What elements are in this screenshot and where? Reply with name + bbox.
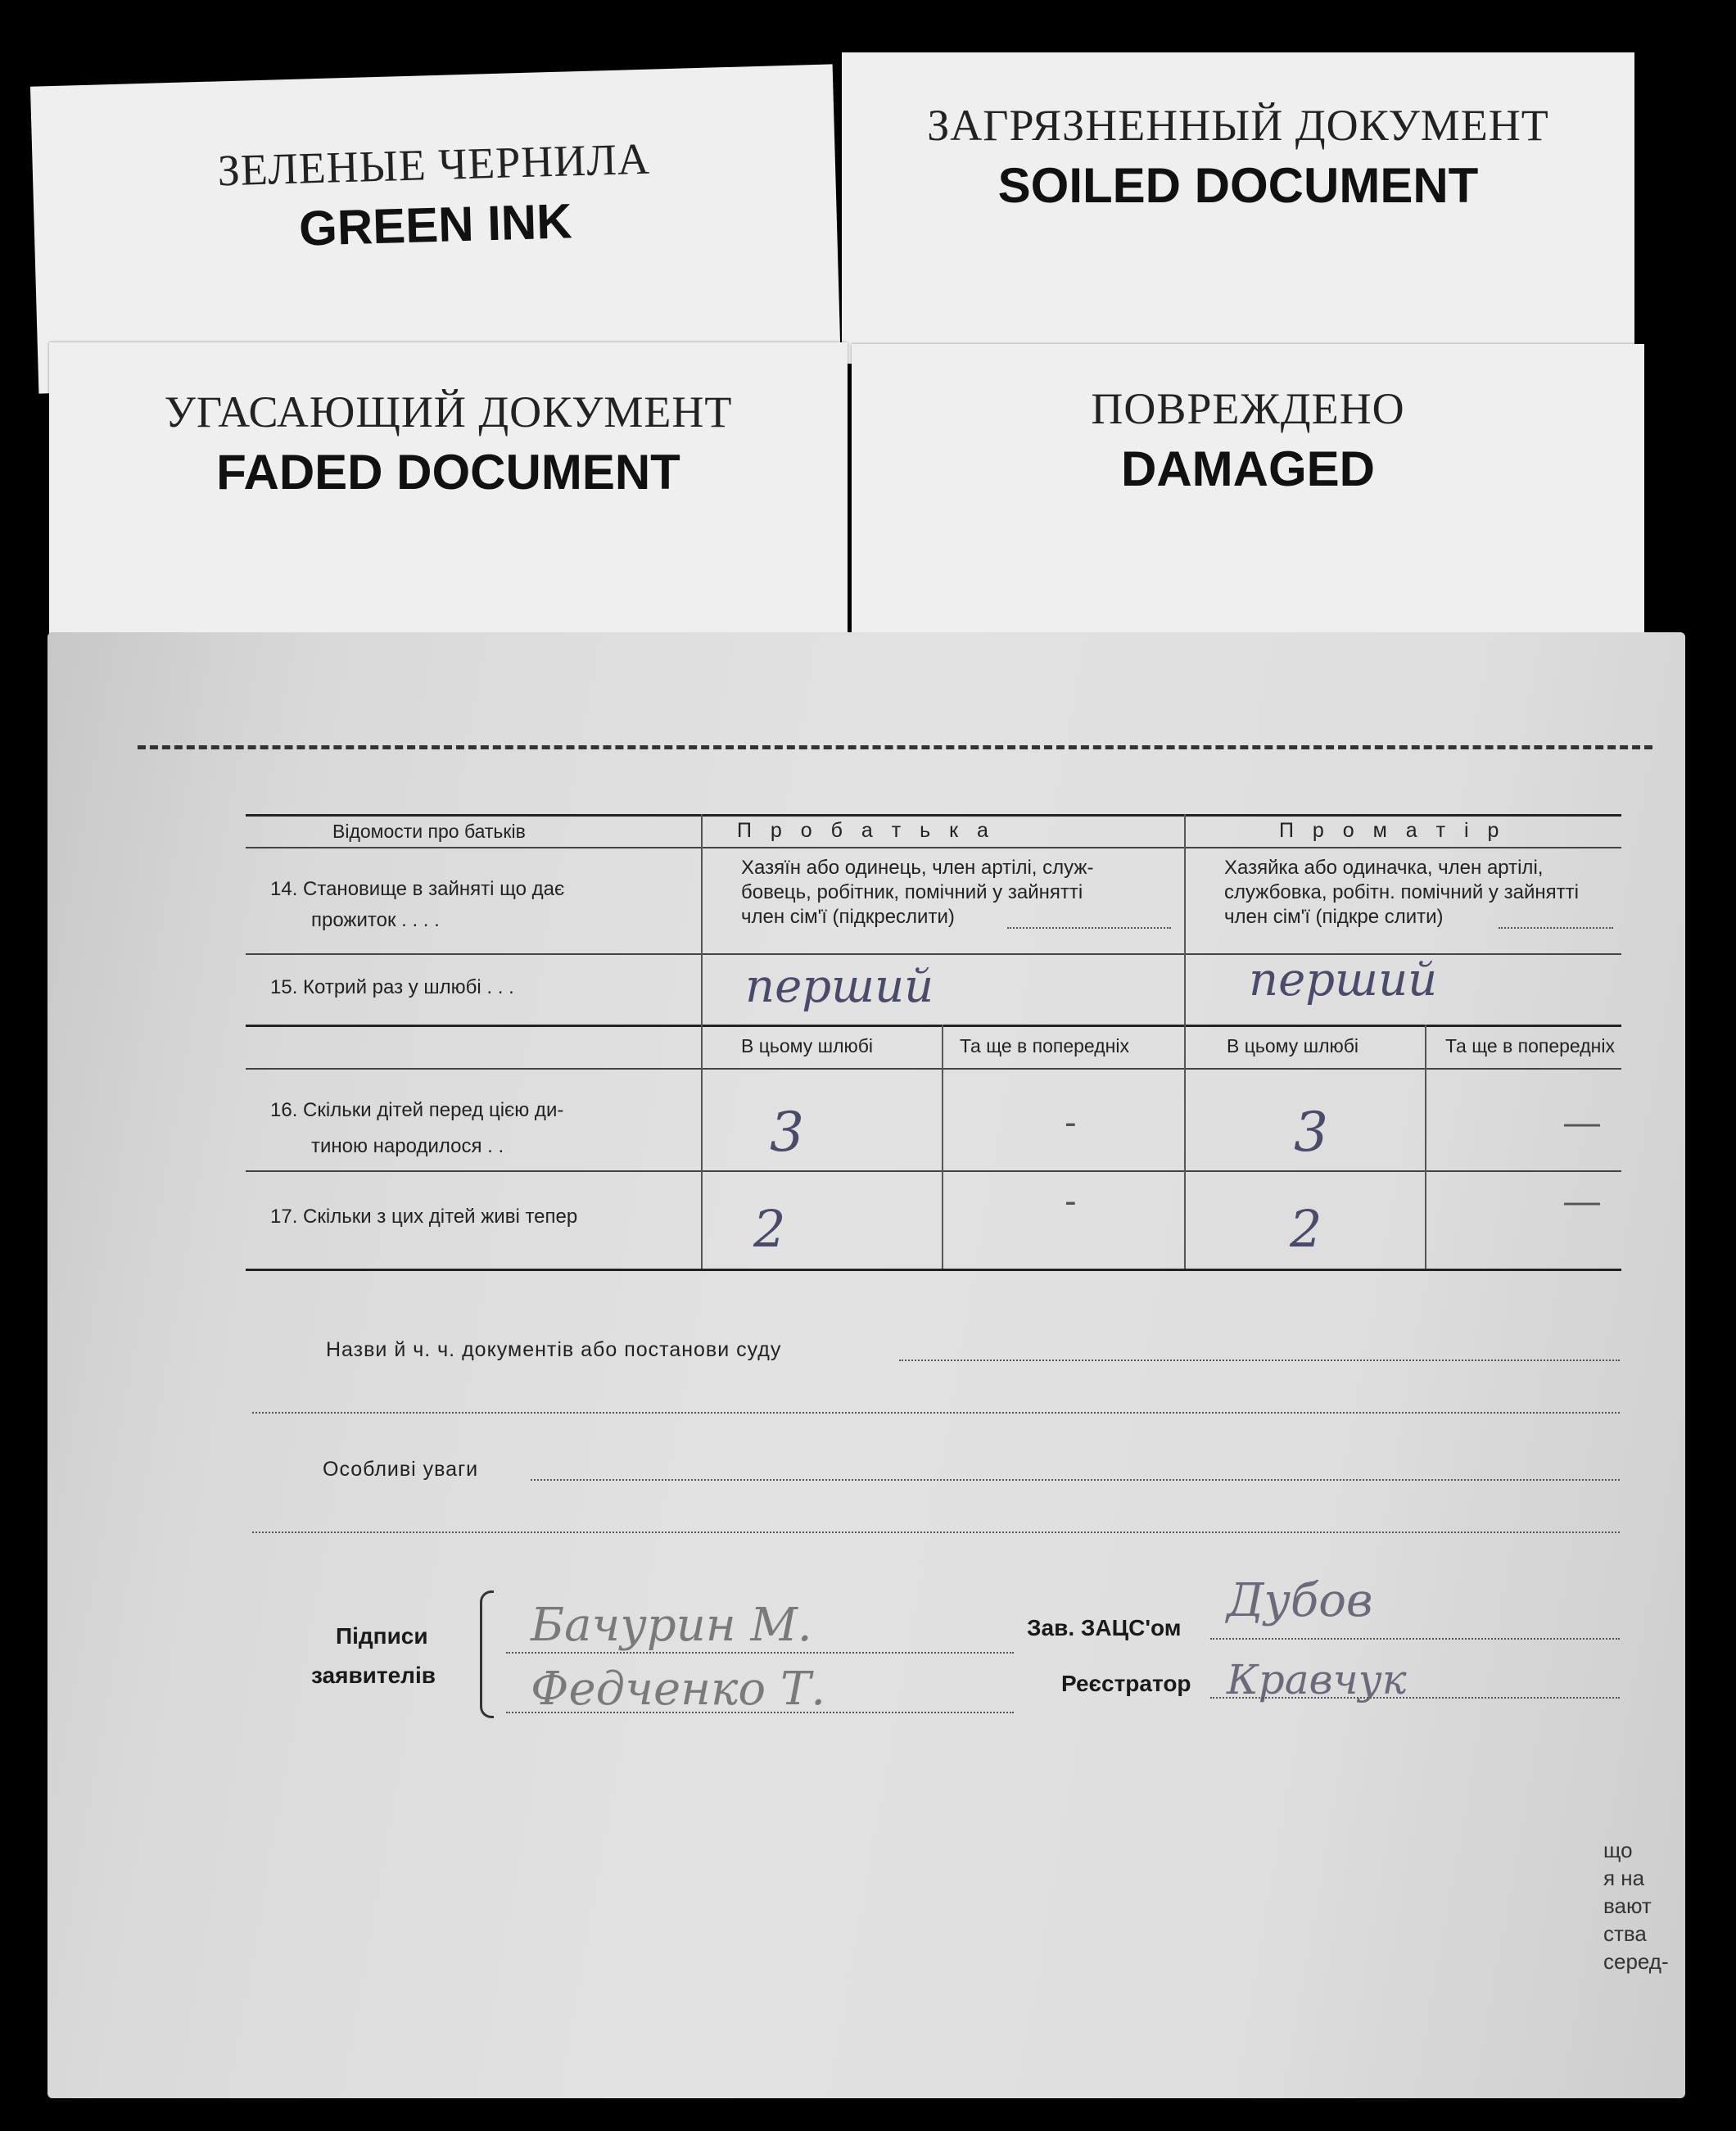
documents-fill-line [899, 1360, 1620, 1361]
header-parents-info: Відомости про батьків [332, 821, 526, 842]
row16-mother-prev: — [1564, 1102, 1600, 1142]
table-rule [246, 1269, 1621, 1271]
row14-label: 14. Становище в зайняті що дає [270, 878, 565, 900]
registry-form-document [47, 632, 1685, 2098]
edge-text-line: я на [1603, 1866, 1645, 1890]
edge-text-line: серед- [1603, 1949, 1669, 1974]
table-rule [246, 1025, 1621, 1027]
edge-text [1603, 1836, 1669, 1975]
table-col-rule [701, 814, 703, 1269]
signature-line [1210, 1697, 1620, 1699]
faded-document-card [49, 342, 848, 649]
subheader-mother-this-marriage: В цьому шлюбі [1227, 1035, 1359, 1056]
row14-label-cont: прожиток . . . . [311, 909, 440, 931]
edge-text-line: вают [1603, 1893, 1652, 1918]
row15-label: 15. Котрий раз у шлюбі . . . [270, 976, 514, 998]
card-label-en: FADED DOCUMENT [216, 445, 680, 500]
row16-label: 16. Скільки дітей перед цією ди- [270, 1099, 564, 1121]
applicant-signature-2: Федченко Т. [531, 1663, 826, 1716]
row14-mother-line2: службовка, робітн. помічний у зайнятті [1224, 881, 1579, 903]
subheader-father-this-marriage: В цьому шлюбі [741, 1035, 874, 1056]
table-rule [246, 1170, 1621, 1172]
row14-mother-line3: член сім'ї (підкре слити) [1224, 906, 1444, 928]
header-about-father: П р о б а т ь к а [737, 819, 995, 842]
row14-mother-line1: Хазяйка або одиначка, член артілі, [1224, 857, 1544, 879]
edge-text-line: що [1603, 1838, 1633, 1862]
signatures-label: Підписи [336, 1623, 428, 1649]
head-of-registry-label: Зав. ЗАЦС'ом [1027, 1615, 1182, 1640]
damaged-card [852, 344, 1644, 643]
signature-line [1210, 1638, 1620, 1640]
card-label-ru: УГАСАЮЩИЙ ДОКУМЕНТ [164, 387, 733, 437]
notes-fill-line [531, 1479, 1620, 1481]
table-rule [246, 1068, 1621, 1070]
fill-line [1499, 927, 1613, 929]
row16-label-cont: тиною народилося . . [311, 1135, 504, 1157]
card-label-en: SOILED DOCUMENT [997, 158, 1479, 213]
row14-father-line1: Хазяїн або одинець, член артілі, служ- [741, 857, 1094, 879]
edge-text-line: ства [1603, 1921, 1647, 1946]
table-col-rule [1425, 1025, 1426, 1269]
row16-mother-this: 3 [1294, 1101, 1328, 1164]
signature-line [506, 1712, 1014, 1713]
card-label-en: DAMAGED [1121, 441, 1375, 496]
fill-line [1007, 927, 1171, 929]
row14-father-line3: член сім'ї (підкреслити) [741, 906, 955, 928]
row16-father-prev: - [1065, 1102, 1077, 1142]
registrar-label: Реєстратор [1061, 1671, 1191, 1696]
applicants-label: заявителів [311, 1663, 436, 1688]
notes-fill-line [252, 1532, 1620, 1533]
soiled-document-card [842, 52, 1634, 364]
row17-mother-prev: — [1564, 1181, 1600, 1221]
row17-label: 17. Скільки з цих дітей живі тепер [270, 1206, 578, 1228]
row17-father-prev: - [1065, 1181, 1077, 1221]
card-label-en: GREEN INK [298, 193, 573, 256]
subheader-mother-previous: Та ще в попередніх [1445, 1035, 1615, 1056]
head-signature: Дубов [1227, 1574, 1373, 1627]
documents-fill-line [252, 1412, 1620, 1414]
table-col-rule [1184, 814, 1186, 1269]
row16-father-this: 3 [770, 1101, 804, 1164]
table-rule [246, 847, 1621, 848]
signature-line [506, 1652, 1014, 1654]
table-rule [246, 814, 1621, 817]
row17-mother-this: 2 [1290, 1199, 1322, 1259]
card-label-ru: ЗАГРЯЗНЕННЫЙ ДОКУМЕНТ [927, 101, 1549, 150]
notes-label: Особливі уваги [323, 1458, 479, 1481]
table-col-rule [942, 1025, 943, 1269]
card-label-ru: ЗЕЛЕНЫЕ ЧЕРНИЛА [216, 133, 651, 196]
perforation-line [138, 745, 1652, 749]
row15-father-handwriting: перший [745, 960, 934, 1013]
card-label-ru: ПОВРЕЖДЕНО [1091, 384, 1405, 433]
documents-label: Назви й ч. ч. документів або постанови суду [326, 1338, 782, 1361]
registrar-signature: Кравчук [1227, 1656, 1407, 1703]
row14-father-line2: бовець, робітник, помічний у зайнятті [741, 881, 1083, 903]
row17-father-this: 2 [753, 1199, 786, 1259]
applicant-signature-1: Бачурин М. [531, 1599, 812, 1652]
subheader-father-previous: Та ще в попередніх [960, 1035, 1129, 1056]
signature-brace [480, 1590, 494, 1718]
header-about-mother: П р о м а т і р [1279, 819, 1506, 842]
row15-mother-handwriting: перший [1249, 953, 1438, 1007]
